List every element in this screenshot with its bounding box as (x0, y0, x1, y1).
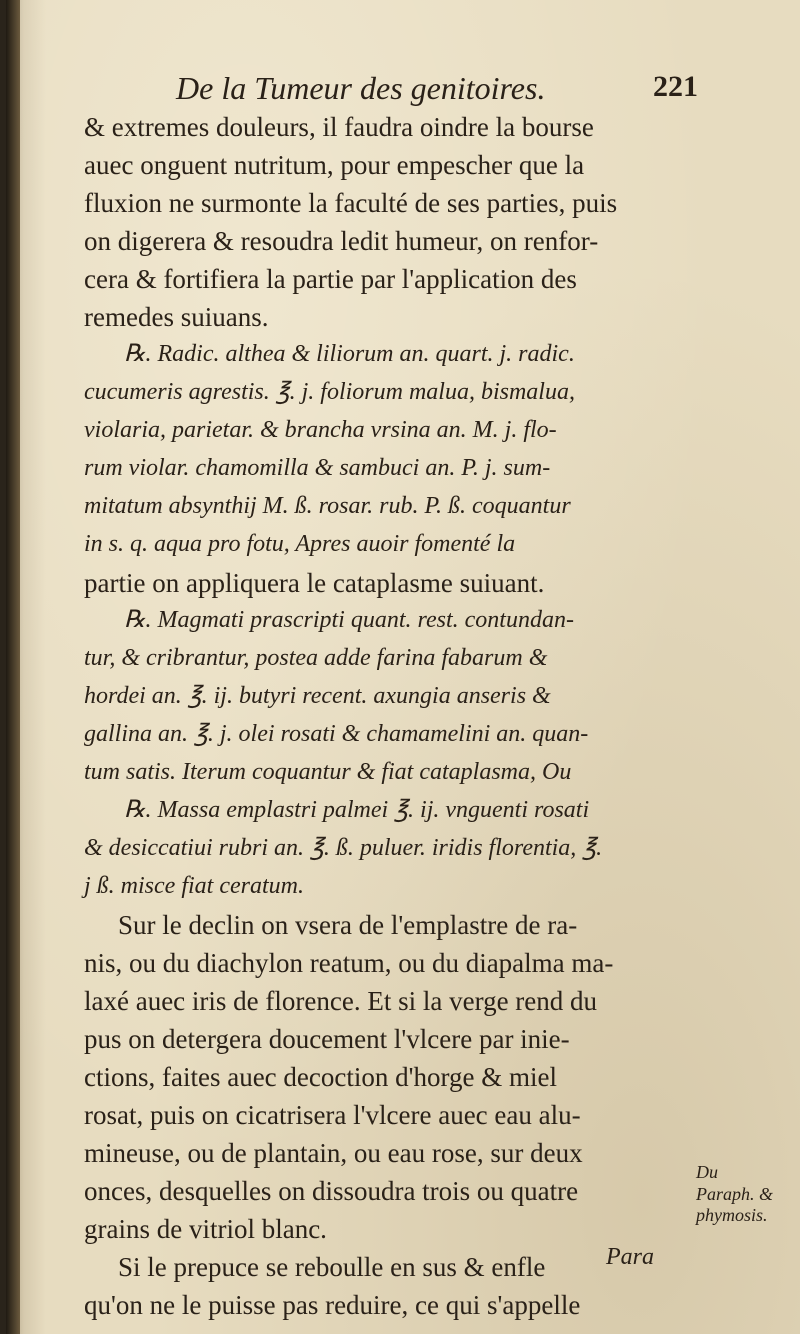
text-line: auec onguent nutritum, pour empescher que la (84, 150, 585, 180)
text-line: & extremes douleurs, il faudra oindre la bourse (84, 112, 594, 142)
text-line: on digerera & resoudra ledit humeur, on renfor- (84, 226, 599, 256)
recipe-line: tur, & cribrantur, postea adde farina fabarum & (84, 645, 548, 671)
recipe-line: violaria, parietar. & brancha vrsina an. M. j. flo- (84, 417, 557, 443)
text-line: qu'on ne le puisse pas reduire, ce qui s'appelle (84, 1290, 581, 1320)
page-number: 221 (653, 70, 698, 103)
catchword: Para (606, 1244, 654, 1270)
text-line: rosat, puis on cicatrisera l'vlcere auec eau alu- (84, 1100, 581, 1130)
text-line: Si le prepuce se reboulle en sus & enfle (118, 1252, 546, 1282)
text-line: nis, ou du diachylon reatum, ou du diapalma ma- (84, 948, 614, 978)
recipe-line: ℞. Magmati prascripti quant. rest. contundan- (124, 607, 574, 633)
text-line: cera & fortifiera la partie par l'application des (84, 264, 577, 294)
text-line: partie on appliquera le cataplasme suiuant. (84, 568, 545, 598)
recipe-line: mitatum absynthij M. ß. rosar. rub. P. ß. coquantur (84, 493, 571, 519)
text-line: ctions, faites auec decoction d'horge & miel (84, 1062, 557, 1092)
recipe-line: hordei an. ℥. ij. butyri recent. axungia anseris & (84, 683, 551, 709)
page-gutter (6, 0, 20, 1334)
recipe-line: rum violar. chamomilla & sambuci an. P. j. sum- (84, 455, 551, 481)
recipe-line: in s. q. aqua pro fotu, Apres auoir fomenté la (84, 531, 516, 557)
text-line: grains de vitriol blanc. (84, 1214, 327, 1244)
running-header (176, 70, 716, 107)
recipe-line: j ß. misce fiat ceratum. (84, 873, 304, 899)
recipe-line: & desiccatiui rubri an. ℥. ß. puluer. iridis florentia, ℥. (84, 835, 603, 861)
text-line: fluxion ne surmonte la faculté de ses parties, puis (84, 188, 618, 218)
margin-note: Du Paraph. & phymosis. (696, 1162, 774, 1226)
recipe-line: ℞. Massa emplastri palmei ℥. ij. vnguenti rosati (124, 797, 590, 823)
book-page (6, 0, 800, 1334)
text-line: onces, desquelles on dissoudra trois ou quatre (84, 1176, 579, 1206)
recipe-line: gallina an. ℥. j. olei rosati & chamamelini an. quan- (84, 721, 589, 747)
text-line: laxé auec iris de florence. Et si la verge rend du (84, 986, 598, 1016)
recipe-line: cucumeris agrestis. ℥. j. foliorum malua, bismalua, (84, 379, 575, 405)
recipe-line: tum satis. Iterum coquantur & fiat cataplasma, Ou (84, 759, 572, 785)
text-line: mineuse, ou de plantain, ou eau rose, sur deux (84, 1138, 583, 1168)
header-title: De la Tumeur des genitoires. (176, 70, 546, 106)
text-line: pus on detergera doucement l'vlcere par inie- (84, 1024, 570, 1054)
text-line: remedes suiuans. (84, 302, 269, 332)
text-line: Sur le declin on vsera de l'emplastre de ra- (118, 910, 578, 940)
recipe-line: ℞. Radic. althea & liliorum an. quart. j. radic. (124, 341, 575, 367)
